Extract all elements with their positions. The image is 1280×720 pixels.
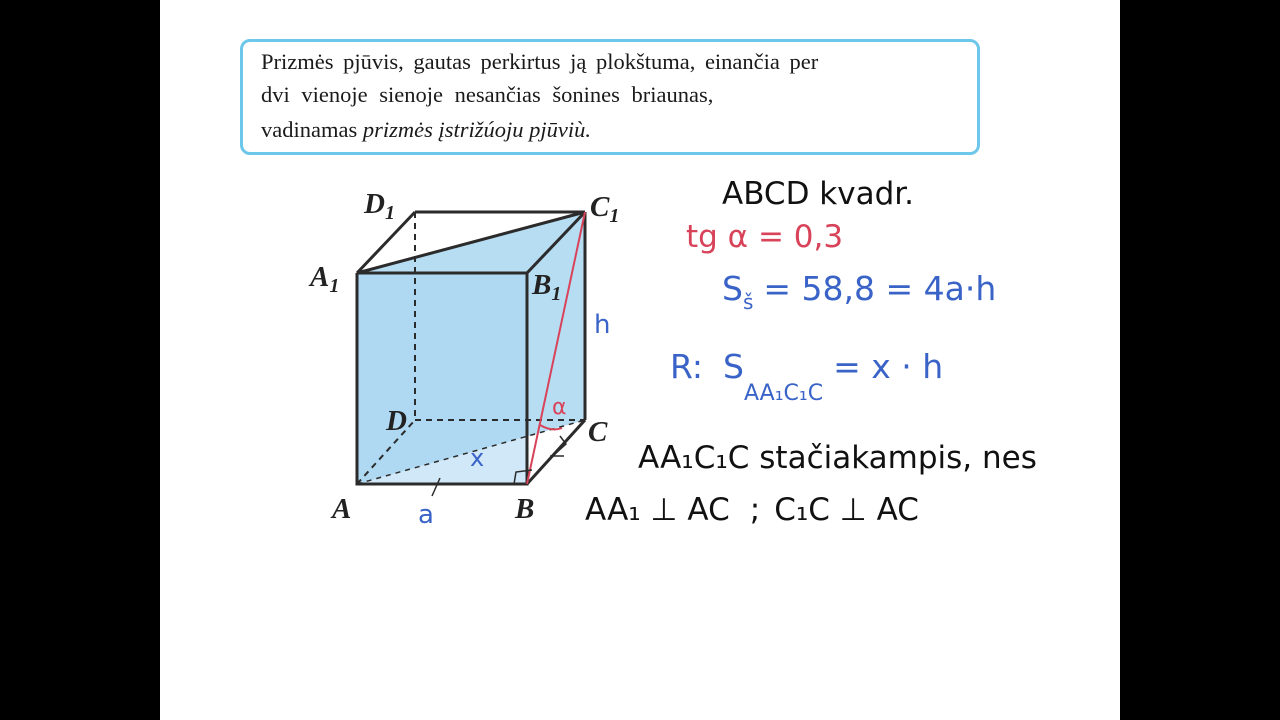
label-C: C [588,416,608,448]
label-C1: $C_1$ [590,191,620,227]
front-face [357,273,527,484]
definition-line-2: dvi vienoje sienoje nesančias šonines briaunas, [261,82,714,107]
note-perpendiculars: AA₁ ⊥ AC ; C₁C ⊥ AC [585,492,919,528]
note-lateral-area: $S_š = 58,8 = 4a\cdot h$ [722,269,997,314]
note-square: ABCD kvadr. [722,176,915,212]
definition-term: prizmės įstrižúoju pjūviù. [362,117,591,142]
slide-page [160,0,1120,720]
label-B1: $B_1$ [532,269,562,305]
definition-line-3-prefix: vadinamas [261,117,363,142]
label-A: A [332,493,352,525]
prism-figure [160,0,1120,720]
label-D: D [386,405,407,437]
angle-alpha-label: α [552,395,567,420]
edge-label-a: a [418,500,434,530]
label-D1: $D_1$ [364,188,395,224]
label-B: B [515,493,535,525]
edge-label-h: h [594,310,611,340]
definition-line-1: Prizmės pjūvis, gautas perkirtus ją plokštuma, einančia per [261,49,819,74]
note-tangent: tg α = 0,3 [686,219,844,255]
note-rectangle: AA₁C₁C stačiakampis, nes [638,440,1037,476]
note-answer: R: $S_{AA_1C_1C}= x \cdot h$ [670,347,944,406]
label-A1: $A_1$ [310,261,340,297]
edge-label-x: x [470,444,485,472]
